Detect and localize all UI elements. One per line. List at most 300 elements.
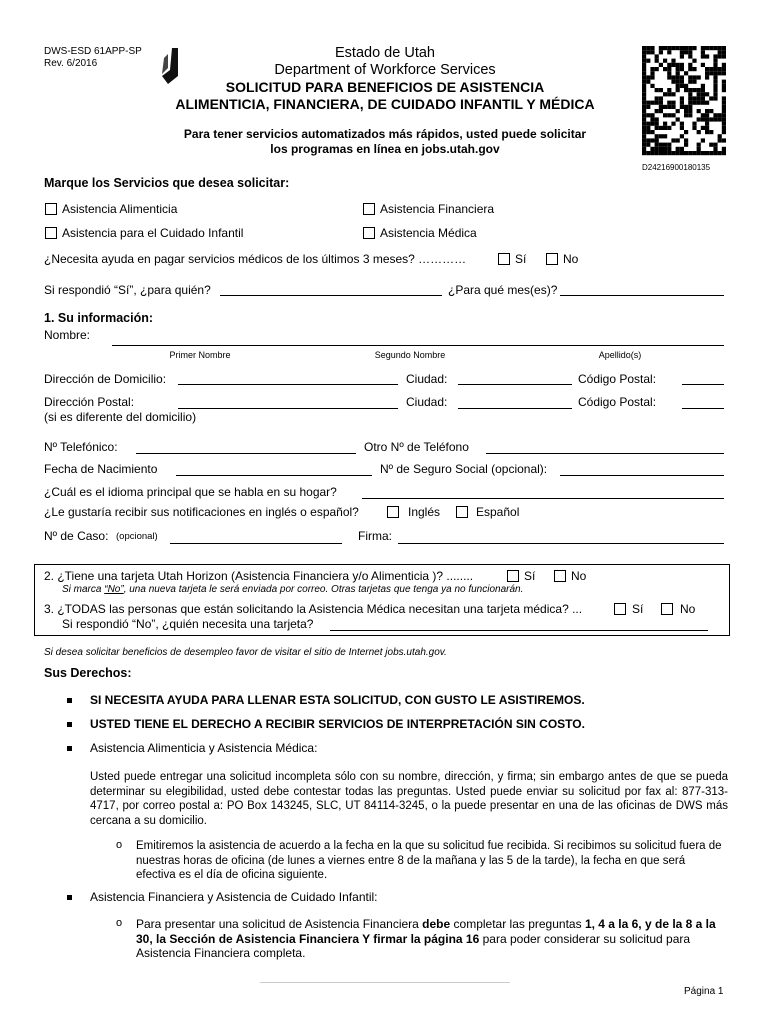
barcode-module xyxy=(701,63,705,67)
revision: Rev. 6/2016 xyxy=(44,58,98,69)
barcode-module xyxy=(705,46,709,50)
barcode-module xyxy=(692,46,696,50)
barcode-module xyxy=(655,54,659,58)
barcode-module xyxy=(680,96,684,100)
case-number-label: Nº de Caso: xyxy=(44,529,109,543)
barcode-module xyxy=(722,63,726,67)
barcode-module xyxy=(722,138,726,142)
barcode-module xyxy=(705,122,709,126)
effective-date-paragraph: Emitiremos la asistencia de acuerdo a la fecha en la que su solicitud fue recibida. Si recibimos su solicitud fuera de nuestras horas de oficina (de lunes a viernes entre 8 de la mañana y las 5 de la tarde), la fecha en que será efectiva es el día de oficina siguiente. xyxy=(136,840,722,881)
medical-bills-no-checkbox[interactable] xyxy=(546,253,558,265)
barcode-module xyxy=(667,101,671,105)
barcode-module xyxy=(722,46,726,50)
barcode-module xyxy=(701,151,705,155)
barcode-module xyxy=(713,113,717,117)
barcode-module xyxy=(713,88,717,92)
barcode-module xyxy=(676,80,680,84)
barcode-module xyxy=(697,143,701,147)
barcode-module xyxy=(680,126,684,130)
barcode-module xyxy=(722,101,726,105)
barcode-module xyxy=(688,50,692,54)
barcode-module xyxy=(722,105,726,109)
barcode-module xyxy=(705,75,709,79)
home-zip-label: Código Postal: xyxy=(578,372,657,386)
barcode-module xyxy=(650,71,654,75)
barcode-module xyxy=(713,46,717,50)
home-city-label: Ciudad: xyxy=(406,372,448,386)
barcode-module xyxy=(642,96,646,100)
barcode-module xyxy=(684,50,688,54)
financial-childcare-heading: Asistencia Financiera y Asistencia de Cuidado Infantil: xyxy=(90,890,378,904)
barcode-module xyxy=(709,130,713,134)
state-name: Estado de Utah xyxy=(335,45,435,61)
barcode-module xyxy=(684,46,688,50)
barcode-module xyxy=(663,46,667,50)
barcode-module xyxy=(705,71,709,75)
barcode-module xyxy=(722,96,726,100)
barcode-module xyxy=(642,92,646,96)
barcode-module xyxy=(646,151,650,155)
barcode-module xyxy=(684,130,688,134)
barcode-module xyxy=(705,126,709,130)
barcode-module xyxy=(659,109,663,113)
barcode-module xyxy=(680,122,684,126)
barcode-module xyxy=(642,59,646,63)
barcode-module xyxy=(646,80,650,84)
barcode-module xyxy=(642,71,646,75)
fin-req-a: Para presentar una solicitud de Asistencia Financiera xyxy=(136,917,423,931)
barcode-module xyxy=(692,122,696,126)
form-title-1: SOLICITUD PARA BENEFICIOS DE ASISTENCIA xyxy=(225,79,545,95)
barcode-module xyxy=(667,113,671,117)
barcode-module xyxy=(642,105,646,109)
barcode-module xyxy=(642,117,646,121)
barcode-module xyxy=(705,92,709,96)
barcode-module xyxy=(646,113,650,117)
barcode-module xyxy=(692,88,696,92)
barcode-module xyxy=(655,117,659,121)
barcode-module xyxy=(659,147,663,151)
barcode-module xyxy=(650,84,654,88)
barcode-module xyxy=(655,134,659,138)
if-yes-who-label: Si respondió “Sí”, ¿para quién? xyxy=(44,283,211,297)
barcode-module xyxy=(650,101,654,105)
barcode-module xyxy=(667,50,671,54)
financial-requirements-paragraph xyxy=(136,917,728,961)
barcode-module xyxy=(705,117,709,121)
barcode-module xyxy=(667,92,671,96)
barcode-module xyxy=(655,151,659,155)
barcode-module xyxy=(680,84,684,88)
home-zip-field[interactable] xyxy=(682,384,724,385)
barcode-module xyxy=(667,126,671,130)
barcode-module xyxy=(642,63,646,67)
barcode-module xyxy=(713,143,717,147)
services-heading: Marque los Servicios que desea solicitar: xyxy=(44,176,290,190)
barcode-module xyxy=(688,67,692,71)
barcode-module xyxy=(650,138,654,142)
barcode-module xyxy=(650,130,654,134)
birth-date-field[interactable] xyxy=(176,475,372,476)
barcode-module xyxy=(655,126,659,130)
q2-yes-checkbox[interactable] xyxy=(507,570,519,582)
barcode-module xyxy=(650,50,654,54)
barcode-module xyxy=(697,101,701,105)
home-address-label: Dirección de Domicilio: xyxy=(44,372,167,386)
which-months-field[interactable] xyxy=(560,295,724,296)
barcode-module xyxy=(722,122,726,126)
signature-label: Firma: xyxy=(358,529,392,543)
barcode-module xyxy=(713,84,717,88)
barcode-module xyxy=(671,113,675,117)
medical-bills-question: ¿Necesita ayuda en pagar servicios médicos de los últimos 3 meses? ………… xyxy=(44,252,467,266)
home-address-field[interactable] xyxy=(178,384,398,385)
barcode-module xyxy=(688,101,692,105)
barcode-module xyxy=(684,105,688,109)
fin-req-c: completar las preguntas xyxy=(450,917,585,931)
online-note-1: Para tener servicios automatizados más rápidos, usted puede solicitar xyxy=(183,127,587,141)
barcode-module xyxy=(684,84,688,88)
barcode-module xyxy=(667,143,671,147)
medical-bills-yes-label: Sí xyxy=(515,252,527,266)
barcode-module xyxy=(676,138,680,142)
barcode-module xyxy=(667,105,671,109)
barcode-module xyxy=(642,84,646,88)
barcode-module xyxy=(663,143,667,147)
barcode-module xyxy=(697,130,701,134)
bullet-4 xyxy=(67,895,72,900)
barcode-module xyxy=(642,46,646,50)
barcode-module xyxy=(701,138,705,142)
barcode-module xyxy=(659,63,663,67)
child-care-checkbox[interactable] xyxy=(45,227,57,239)
barcode-module xyxy=(650,113,654,117)
unemployment-note: Si desea solicitar beneficios de desempleo favor de visitar el sitio de Internet jobs.utah.gov. xyxy=(44,647,447,658)
barcode-module xyxy=(688,80,692,84)
barcode-module xyxy=(676,71,680,75)
barcode-module xyxy=(701,84,705,88)
barcode-module xyxy=(646,101,650,105)
barcode-module xyxy=(688,46,692,50)
medical-bills-no-label: No xyxy=(563,252,579,266)
mail-address-label: Dirección Postal: xyxy=(44,395,135,409)
barcode-module xyxy=(680,134,684,138)
financial-assistance-checkbox[interactable] xyxy=(363,203,375,215)
barcode-module xyxy=(646,130,650,134)
barcode-module xyxy=(663,92,667,96)
question-3: 3. ¿TODAS las personas que están solicitando la Asistencia Médica necesitan una tarjeta médica? ... xyxy=(44,602,583,616)
phone-label: Nº Telefónico: xyxy=(44,440,118,454)
barcode-module xyxy=(655,109,659,113)
mail-city-field[interactable] xyxy=(458,408,572,409)
barcode-module xyxy=(722,71,726,75)
barcode-module xyxy=(722,84,726,88)
barcode-module xyxy=(713,63,717,67)
ssn-field[interactable] xyxy=(560,475,724,476)
barcode-module xyxy=(705,113,709,117)
barcode-module xyxy=(688,92,692,96)
barcode-module xyxy=(646,59,650,63)
barcode-module xyxy=(697,88,701,92)
barcode-module xyxy=(680,151,684,155)
barcode-module xyxy=(722,147,726,151)
barcode-module xyxy=(671,59,675,63)
rights-interpretation: USTED TIENE EL DERECHO A RECIBIR SERVICIOS DE INTERPRETACIÓN SIN COSTO. xyxy=(90,717,585,731)
spanish-checkbox[interactable] xyxy=(456,506,468,518)
barcode-module xyxy=(642,50,646,54)
barcode-module xyxy=(713,151,717,155)
barcode-module xyxy=(680,75,684,79)
food-assistance-checkbox[interactable] xyxy=(45,203,57,215)
bullet-3 xyxy=(67,746,72,751)
barcode-module xyxy=(692,126,696,130)
barcode-module xyxy=(688,88,692,92)
barcode-module xyxy=(642,143,646,147)
barcode-image xyxy=(642,46,726,156)
barcode-module xyxy=(663,122,667,126)
case-number-field[interactable] xyxy=(170,543,342,544)
barcode-module xyxy=(659,46,663,50)
barcode-module xyxy=(680,46,684,50)
barcode-module xyxy=(642,134,646,138)
barcode-module xyxy=(722,117,726,121)
barcode-module xyxy=(701,92,705,96)
barcode-module xyxy=(676,151,680,155)
barcode-module xyxy=(646,50,650,54)
signature-field[interactable] xyxy=(398,543,724,544)
barcode-module xyxy=(684,113,688,117)
q2-note-no: “No” xyxy=(104,584,124,595)
barcode-module xyxy=(692,75,696,79)
barcode-module xyxy=(650,75,654,79)
q2-no-label: No xyxy=(571,569,587,583)
barcode-module xyxy=(705,130,709,134)
barcode-module xyxy=(688,96,692,100)
barcode-module xyxy=(676,46,680,50)
barcode-module xyxy=(642,138,646,142)
bullet-1 xyxy=(67,698,72,703)
barcode-module xyxy=(709,96,713,100)
bullet-2 xyxy=(67,722,72,727)
barcode-module xyxy=(680,63,684,67)
barcode-module xyxy=(667,63,671,67)
barcode-module xyxy=(676,63,680,67)
department-name: Department of Workforce Services xyxy=(274,62,496,78)
medical-bills-yes-checkbox[interactable] xyxy=(498,253,510,265)
barcode-module xyxy=(659,50,663,54)
barcode-module xyxy=(667,151,671,155)
barcode-module xyxy=(646,138,650,142)
barcode-module xyxy=(722,50,726,54)
barcode-module xyxy=(655,101,659,105)
form-id: DWS-ESD 61APP-SP xyxy=(44,46,142,57)
barcode-module xyxy=(688,109,692,113)
barcode-module xyxy=(713,80,717,84)
barcode-module xyxy=(659,101,663,105)
barcode-module xyxy=(650,67,654,71)
fin-req-questions: 1, 4 a la 6, y de la 8 a la 30, la Sección de Asistencia Financiera Y firmar la página 16 xyxy=(136,917,716,946)
page-number: Página 1 xyxy=(684,986,724,997)
barcode-module xyxy=(650,122,654,126)
barcode-module xyxy=(671,122,675,126)
medical-assistance-label: Asistencia Médica xyxy=(380,226,477,240)
barcode-module xyxy=(655,59,659,63)
home-city-field[interactable] xyxy=(458,384,572,385)
name-field[interactable] xyxy=(112,345,724,346)
q3-yes-checkbox[interactable] xyxy=(614,603,626,615)
barcode-module xyxy=(709,67,713,71)
mail-zip-field[interactable] xyxy=(682,408,724,409)
english-label: Inglés xyxy=(408,505,441,519)
barcode-module xyxy=(692,67,696,71)
barcode-module xyxy=(663,151,667,155)
last-name-caption: Apellido(s) xyxy=(598,350,642,360)
mail-address-field[interactable] xyxy=(178,408,398,409)
language-field[interactable] xyxy=(362,498,724,499)
barcode-module xyxy=(667,71,671,75)
barcode-module xyxy=(655,96,659,100)
language-question: ¿Cuál es el idioma principal que se habla en su hogar? xyxy=(44,485,337,499)
barcode-module xyxy=(655,147,659,151)
barcode-module xyxy=(671,138,675,142)
barcode-module xyxy=(667,46,671,50)
barcode-module xyxy=(684,151,688,155)
barcode-module xyxy=(676,117,680,121)
barcode-module xyxy=(642,113,646,117)
spanish-label: Español xyxy=(476,505,520,519)
birth-date-label: Fecha de Nacimiento xyxy=(44,462,158,476)
barcode-module xyxy=(684,143,688,147)
barcode-module xyxy=(713,67,717,71)
barcode-module xyxy=(722,130,726,134)
barcode-module xyxy=(701,54,705,58)
barcode-module xyxy=(659,88,663,92)
barcode-module xyxy=(713,92,717,96)
other-phone-field[interactable] xyxy=(486,453,724,454)
q3-who-field[interactable] xyxy=(330,630,708,631)
barcode-module xyxy=(709,151,713,155)
barcode-module xyxy=(655,67,659,71)
barcode-module xyxy=(713,59,717,63)
barcode-module xyxy=(718,151,722,155)
barcode-module xyxy=(697,147,701,151)
if-yes-who-field[interactable] xyxy=(220,295,442,296)
barcode-module xyxy=(667,75,671,79)
medical-assistance-checkbox[interactable] xyxy=(363,227,375,239)
barcode-module xyxy=(692,101,696,105)
barcode-module xyxy=(688,63,692,67)
barcode-module xyxy=(692,59,696,63)
barcode-module xyxy=(705,54,709,58)
food-medical-heading: Asistencia Alimenticia y Asistencia Médica: xyxy=(90,741,318,755)
barcode-module xyxy=(646,46,650,50)
barcode-module xyxy=(722,126,726,130)
q3-yes-label: Sí xyxy=(632,602,644,616)
barcode-module xyxy=(688,75,692,79)
barcode-module xyxy=(676,75,680,79)
barcode-module xyxy=(663,67,667,71)
barcode-module xyxy=(659,105,663,109)
barcode-module xyxy=(655,88,659,92)
name-label: Nombre: xyxy=(44,328,91,342)
barcode-module xyxy=(701,88,705,92)
barcode-module xyxy=(701,46,705,50)
barcode-module xyxy=(688,113,692,117)
middle-name-caption: Segundo Nombre xyxy=(374,350,446,360)
rights-help: SI NECESITA AYUDA PARA LLENAR ESTA SOLICITUD, CON GUSTO LE ASISTIREMOS. xyxy=(90,693,585,707)
barcode-module xyxy=(713,117,717,121)
barcode-module xyxy=(701,126,705,130)
barcode-module xyxy=(671,92,675,96)
q2-yes-label: Sí xyxy=(524,569,536,583)
barcode-module xyxy=(713,54,717,58)
section1-heading: 1. Su información: xyxy=(44,311,154,325)
q2-no-checkbox[interactable] xyxy=(554,570,566,582)
barcode-module xyxy=(718,50,722,54)
barcode-module xyxy=(663,147,667,151)
phone-field[interactable] xyxy=(136,453,356,454)
q3-no-checkbox[interactable] xyxy=(661,603,673,615)
mail-address-note: (si es diferente del domicilio) xyxy=(44,410,197,424)
barcode-module xyxy=(713,75,717,79)
financial-assistance-label: Asistencia Financiera xyxy=(380,202,495,216)
barcode-module xyxy=(701,101,705,105)
barcode-module xyxy=(688,151,692,155)
barcode-module xyxy=(659,126,663,130)
barcode-module xyxy=(646,126,650,130)
barcode-module xyxy=(688,54,692,58)
q2-note-suffix: , una nueva tarjeta le será enviada por correo. Otras tarjetas que tenga ya no funcionarán. xyxy=(123,584,524,595)
barcode-module xyxy=(671,151,675,155)
fin-req-must: debe xyxy=(422,917,451,931)
barcode-module xyxy=(642,147,646,151)
barcode-module xyxy=(709,117,713,121)
barcode-module xyxy=(671,63,675,67)
barcode-module xyxy=(646,75,650,79)
barcode-module xyxy=(676,147,680,151)
barcode-module xyxy=(642,80,646,84)
barcode-module xyxy=(701,96,705,100)
circle-bullet-2: o xyxy=(116,917,123,929)
barcode-module xyxy=(663,105,667,109)
barcode-module xyxy=(659,134,663,138)
barcode-module xyxy=(697,75,701,79)
barcode-module xyxy=(680,80,684,84)
barcode-module xyxy=(718,117,722,121)
barcode-module xyxy=(663,113,667,117)
first-name-caption: Primer Nombre xyxy=(169,350,231,360)
barcode-module xyxy=(659,151,663,155)
barcode-module xyxy=(663,126,667,130)
barcode-module xyxy=(692,96,696,100)
barcode-module xyxy=(646,105,650,109)
barcode-module xyxy=(722,67,726,71)
question-2-note xyxy=(62,584,523,595)
barcode-module xyxy=(642,75,646,79)
english-checkbox[interactable] xyxy=(387,506,399,518)
barcode-module xyxy=(697,109,701,113)
barcode-module xyxy=(676,67,680,71)
barcode-module xyxy=(667,147,671,151)
barcode-module xyxy=(684,138,688,142)
barcode-module xyxy=(718,71,722,75)
barcode-module xyxy=(655,138,659,142)
barcode-module xyxy=(667,67,671,71)
barcode-module xyxy=(671,80,675,84)
barcode-module xyxy=(718,67,722,71)
form-title-2: ALIMENTICIA, FINANCIERA, DE CUIDADO INFANTIL Y MÉDICA xyxy=(175,96,595,112)
barcode-module xyxy=(671,75,675,79)
